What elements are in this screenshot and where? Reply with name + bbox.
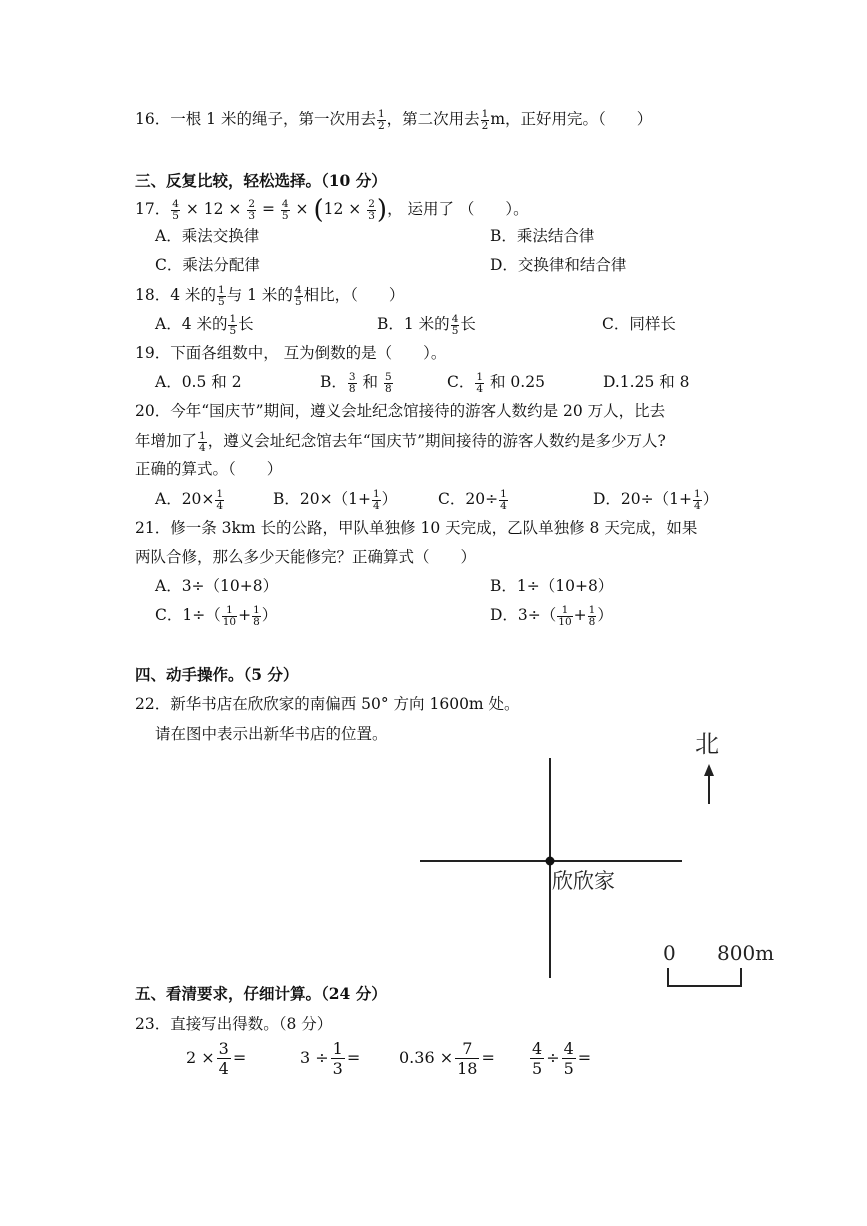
home-label: 欣欣家 [552, 869, 615, 893]
q21-option-a[interactable]: A．3÷（10+8） [155, 577, 279, 595]
q21-option-d[interactable]: D．3÷（ $\frac{1}{10}$ + $\frac{1}{8}$ ） [490, 603, 613, 628]
q21-option-b[interactable]: B．1÷（10+8） [490, 577, 614, 595]
question-20-line-1: 20．今年“国庆节”期间，遵义会址纪念馆接待的游客人数约是 20 万人，比去 [135, 402, 666, 420]
question-19: 19．下面各组数中， 互为倒数的是（ ）。 [135, 344, 447, 362]
fraction: $\frac{1}{2}$ [481, 107, 489, 132]
question-16: 16．一根 1 米的绳子，第一次用去 $\frac{1}{2}$ ，第二次用去 $\frac{1}{2}$ m，正好用完。（ ） [135, 107, 653, 132]
question-22-line-2: 请在图中表示出新华书店的位置。 [155, 725, 388, 743]
section-5-heading: 五、看清要求，仔细计算。（24 分） [135, 984, 387, 1003]
q17-option-c[interactable]: C．乘法分配律 [155, 256, 260, 274]
section-4-heading: 四、动手操作。（5 分） [135, 665, 299, 684]
question-number: 16． [135, 110, 171, 128]
scale-distance-label: 800m [717, 941, 775, 965]
question-22-line-1: 22．新华书店在欣欣家的南偏西 50° 方向 1600m 处。 [135, 695, 520, 713]
question-20-line-2: 年增加了 $\frac{1}{4}$ ，遵义会址纪念馆去年“国庆节”期间接待的游客人数约是多少万人? [135, 429, 666, 454]
q19-option-b[interactable]: B． $\frac{3}{8}$ 和 $\frac{5}{8}$ [320, 370, 392, 395]
calc-item-2: 3 ÷ $\frac{1}{3}$ = [300, 1039, 361, 1078]
q18-option-b[interactable]: B．1 米的 $\frac{4}{5}$ 长 [377, 312, 476, 337]
scale-bar [668, 968, 741, 986]
q19-option-c[interactable]: C． $\frac{1}{4}$ 和 0.25 [447, 370, 545, 395]
q17-option-d[interactable]: D．交换律和结合律 [490, 256, 627, 274]
q20-option-d[interactable]: D．20÷（1+ $\frac{1}{4}$ ） [593, 487, 719, 512]
calc-item-1: 2 × $\frac{3}{4}$ = [186, 1039, 247, 1078]
direction-map[interactable] [400, 720, 800, 1000]
q20-option-b[interactable]: B．20×（1+ $\frac{1}{4}$ ） [273, 487, 398, 512]
q19-option-d[interactable]: D.1.25 和 8 [603, 373, 690, 391]
north-arrow-icon [704, 764, 714, 804]
q17-option-a[interactable]: A．乘法交换律 [155, 227, 260, 245]
north-label: 北 [695, 730, 719, 758]
question-21-line-2: 两队合修，那么多少天能修完？正确算式（ ） [135, 548, 477, 566]
calc-item-4: $\frac{4}{5}$ ÷ $\frac{4}{5}$ = [532, 1039, 592, 1078]
q18-option-c[interactable]: C．同样长 [602, 315, 676, 333]
question-18: 18．4 米的 $\frac{1}{5}$ 与 1 米的 $\frac{4}{5}$ 相比，（ ） [135, 283, 405, 308]
q20-option-a[interactable]: A．20× $\frac{1}{4}$ [155, 487, 224, 512]
question-21-line-1: 21．修一条 3km 长的公路，甲队单独修 10 天完成，乙队单独修 8 天完成，如果 [135, 519, 698, 537]
section-3-heading: 三、反复比较，轻松选择。（10 分） [135, 171, 387, 190]
question-20-line-3: 正确的算式。（ ） [135, 460, 283, 478]
scale-zero-label: 0 [663, 941, 676, 965]
question-23: 23．直接写出得数。（8 分） [135, 1015, 333, 1033]
fraction: $\frac{1}{2}$ [377, 107, 385, 132]
origin-point [546, 857, 555, 866]
q18-option-a[interactable]: A．4 米的 $\frac{1}{5}$ 长 [155, 312, 254, 337]
q20-option-c[interactable]: C．20÷ $\frac{1}{4}$ [438, 487, 507, 512]
q21-option-c[interactable]: C．1÷（ $\frac{1}{10}$ + $\frac{1}{8}$ ） [155, 603, 278, 628]
q17-option-b[interactable]: B．乘法结合律 [490, 227, 595, 245]
question-17: 17． $\frac{4}{5}$ × 12 × $\frac{2}{3}$ = $\frac{4}{5}$ × (12 × $\frac{2}{3}$ )， 运用了 （ ）。 [135, 195, 529, 225]
q19-option-a[interactable]: A．0.5 和 2 [155, 373, 242, 391]
calc-item-3: 0.36 × $\frac{7}{18}$ = [399, 1039, 495, 1078]
